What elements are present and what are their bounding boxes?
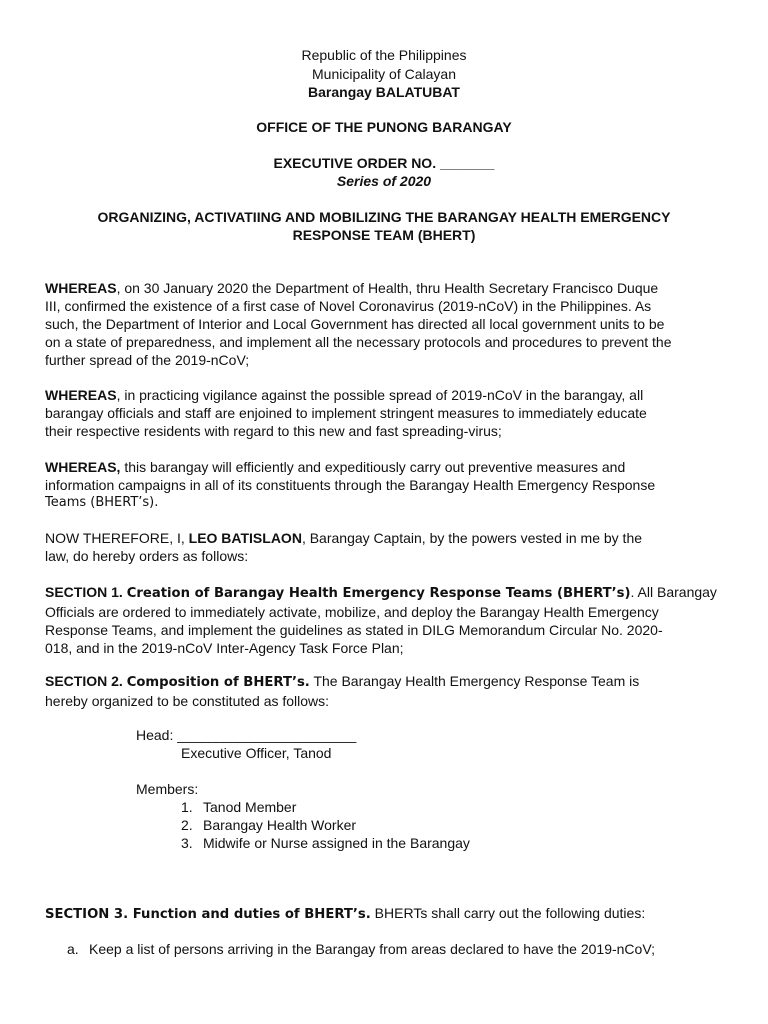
now-therefore-paragraph: NOW THEREFORE, I, LEO BATISLAON, Barangay Captain, by the powers vested in me by the law, do hereby orders as follows: — [45, 530, 643, 564]
section-2-label: SECTION 2. — [45, 673, 127, 689]
members-label: Members: — [136, 781, 199, 797]
whereas-paragraph-3: WHEREAS, this barangay will efficiently and expeditiously carry out preventive measures and information campaigns in all of its constituents through the Barangay Health Emergency Response Teams (BHERT’s). — [45, 459, 656, 510]
section-2-paragraph: SECTION 2. Composition of BHERT’s. The Barangay Health Emergency Response Team is hereby organized to be constituted as follows: — [45, 673, 640, 709]
list-letter: a. — [67, 941, 79, 957]
punong-barangay-name: LEO BATISLAON — [188, 530, 302, 546]
section-3-title: Function and duties of BHERT’s. — [132, 907, 371, 922]
section-1-label: SECTION 1. — [45, 584, 127, 600]
header-municipality: Municipality of Calayan — [312, 66, 456, 82]
duty-item-a — [67, 940, 655, 958]
section-3-label: SECTION 3. — [45, 907, 133, 922]
header-barangay: Barangay BALATUBAT — [308, 84, 460, 100]
bhert-head — [136, 726, 356, 762]
head-label: Head: _______________________ — [136, 727, 357, 743]
order-title-line-1: ORGANIZING, ACTIVATIING AND MOBILIZING THE BARANGAY HEALTH EMERGENCY — [97, 209, 671, 225]
list-item: 3. Midwife or Nurse assigned in the Barangay — [181, 835, 470, 851]
order-title-line-2: RESPONSE TEAM (BHERT) — [292, 227, 476, 243]
list-item: 2. Barangay Health Worker — [181, 817, 357, 833]
head-role: Executive Officer, Tanod — [181, 745, 332, 761]
whereas-paragraph-2: WHEREAS, in practicing vigilance against the possible spread of 2019-nCoV in the barangay, all barangay officials and staff are enjoined to implement stringent measures to immediately educate their respective residents with regard to this new and fast spreading-virus; — [45, 387, 647, 439]
section-1-title: Creation of Barangay Health Emergency Response Teams (BHERT’s) — [126, 586, 631, 601]
list-item: 1. Tanod Member — [181, 799, 297, 815]
section-2-title: Composition of BHERT’s. — [126, 675, 310, 690]
series-year: Series of 2020 — [336, 173, 432, 189]
header-republic: Republic of the Philippines — [301, 47, 467, 63]
duty-text: Keep a list of persons arriving in the Barangay from areas declared to have the 2019-nCoV; — [89, 941, 656, 957]
section-1-paragraph: SECTION 1. Creation of Barangay Health Emergency Response Teams (BHERT’s). All Barangay Officials are ordered to immediately activate, mobilize, and deploy the Barangay Health Emergency Response Teams, and implement the guidelines as stated in DILG Memorandum Circular No. 2020- 018, and in the 2019-nCoV Inter-Agency Task Force Plan; — [45, 584, 717, 656]
executive-order-number: EXECUTIVE ORDER NO. _______ — [273, 155, 495, 171]
bhert-members — [136, 780, 470, 852]
whereas-lead: WHEREAS — [45, 280, 117, 296]
whereas-paragraph-1: WHEREAS, on 30 January 2020 the Department of Health, thru Health Secretary Francisco Duque III, confirmed the existence of a first case of Novel Coronavirus (2019-nCoV) in the Philippines. As such, the Department of Interior and Local Government has directed all local government units to be on a state of preparedness, and implement all the necessary protocols and procedures to prevent the further spread of the 2019-nCoV; — [45, 280, 672, 368]
whereas-lead: WHEREAS — [45, 387, 117, 403]
office-title: OFFICE OF THE PUNONG BARANGAY — [256, 119, 512, 135]
section-3-paragraph: SECTION 3. Function and duties of BHERT’s. BHERTs shall carry out the following duties: — [45, 905, 646, 922]
whereas-lead: WHEREAS, — [45, 459, 121, 475]
